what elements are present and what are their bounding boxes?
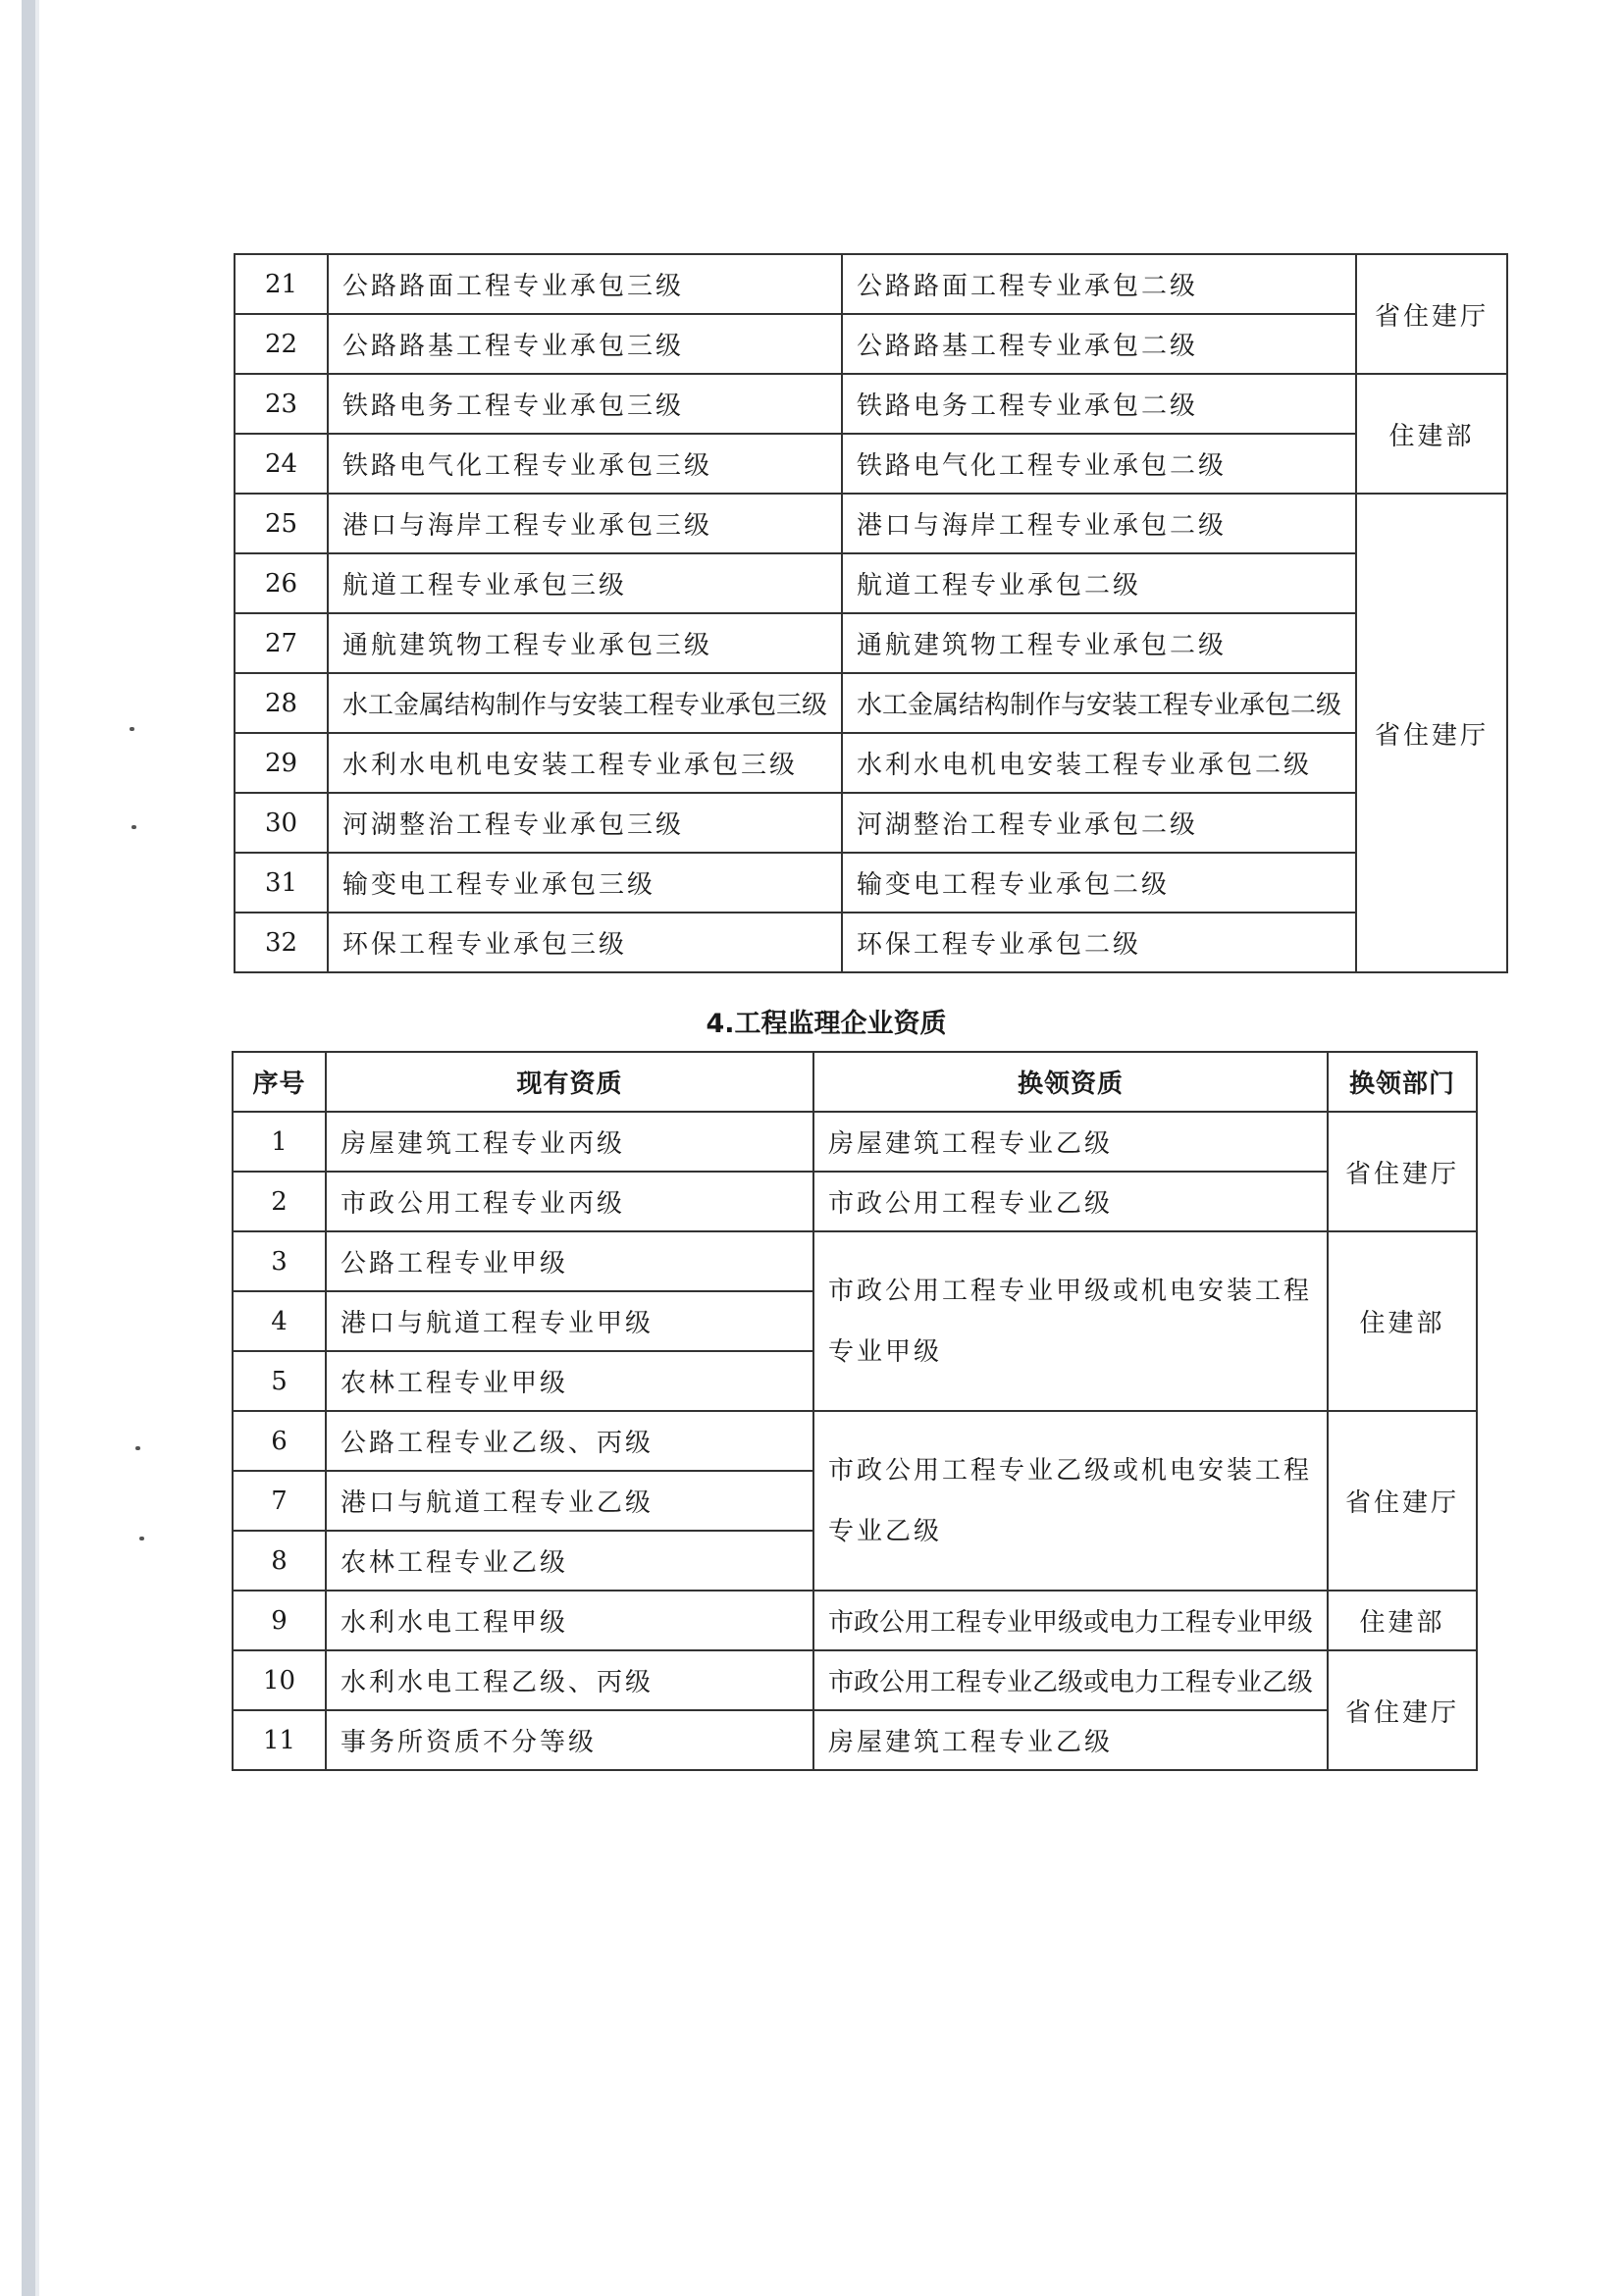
new-qualification: 港口与海岸工程专业承包二级 — [842, 494, 1356, 553]
header-current: 现有资质 — [326, 1052, 813, 1112]
row-number: 9 — [233, 1591, 326, 1650]
new-qualification: 市政公用工程专业乙级或电力工程专业乙级 — [813, 1650, 1328, 1710]
row-number: 2 — [233, 1172, 326, 1231]
header-dept: 换领部门 — [1328, 1052, 1477, 1112]
current-qualification: 输变电工程专业承包三级 — [328, 853, 842, 913]
new-qualification: 市政公用工程专业甲级或电力工程专业甲级 — [813, 1591, 1328, 1650]
table-row — [235, 913, 1507, 972]
table-row — [233, 1710, 1477, 1770]
row-number: 31 — [235, 853, 328, 913]
table-row — [235, 853, 1507, 913]
issuing-department: 省住建厅 — [1328, 1650, 1477, 1770]
qualification-table-continued — [234, 253, 1508, 973]
table-row — [233, 1591, 1477, 1650]
table-row — [235, 314, 1507, 374]
table-row — [235, 673, 1507, 733]
new-qualification: 环保工程专业承包二级 — [842, 913, 1356, 972]
current-qualification: 水工金属结构制作与安装工程专业承包三级 — [328, 673, 842, 733]
current-qualification: 公路路基工程专业承包三级 — [328, 314, 842, 374]
table-row — [235, 494, 1507, 553]
table-row — [235, 553, 1507, 613]
current-qualification: 农林工程专业乙级 — [326, 1531, 813, 1591]
row-number: 28 — [235, 673, 328, 733]
header-new: 换领资质 — [813, 1052, 1328, 1112]
table-header-row — [233, 1052, 1477, 1112]
new-qualification: 公路路基工程专业承包二级 — [842, 314, 1356, 374]
row-number: 3 — [233, 1231, 326, 1291]
table-row — [233, 1650, 1477, 1710]
scan-speck — [131, 825, 136, 829]
table-row — [235, 374, 1507, 434]
new-qualification: 铁路电气化工程专业承包二级 — [842, 434, 1356, 494]
new-qualification: 河湖整治工程专业承包二级 — [842, 793, 1356, 853]
new-qualification: 市政公用工程专业乙级或机电安装工程专业乙级 — [813, 1411, 1328, 1591]
row-number: 29 — [235, 733, 328, 793]
scan-speck — [139, 1537, 144, 1540]
current-qualification: 港口与航道工程专业甲级 — [326, 1291, 813, 1351]
new-qualification: 公路路面工程专业承包二级 — [842, 254, 1356, 314]
new-qualification: 水工金属结构制作与安装工程专业承包二级 — [842, 673, 1356, 733]
current-qualification: 港口与航道工程专业乙级 — [326, 1471, 813, 1531]
new-qualification: 水利水电机电安装工程专业承包二级 — [842, 733, 1356, 793]
header-number: 序号 — [233, 1052, 326, 1112]
scan-speck — [130, 727, 134, 731]
issuing-department: 住建部 — [1328, 1231, 1477, 1411]
new-qualification: 航道工程专业承包二级 — [842, 553, 1356, 613]
current-qualification: 事务所资质不分等级 — [326, 1710, 813, 1770]
new-qualification: 铁路电务工程专业承包二级 — [842, 374, 1356, 434]
table-row — [233, 1112, 1477, 1172]
current-qualification: 水利水电机电安装工程专业承包三级 — [328, 733, 842, 793]
section-title: 4.工程监理企业资质 — [706, 1009, 947, 1039]
issuing-department: 住建部 — [1356, 374, 1507, 494]
table-row — [235, 254, 1507, 314]
row-number: 4 — [233, 1291, 326, 1351]
issuing-department: 省住建厅 — [1356, 254, 1507, 374]
row-number: 11 — [233, 1710, 326, 1770]
current-qualification: 环保工程专业承包三级 — [328, 913, 842, 972]
issuing-department: 住建部 — [1328, 1591, 1477, 1650]
new-qualification: 市政公用工程专业甲级或机电安装工程专业甲级 — [813, 1231, 1328, 1411]
scan-speck — [135, 1446, 140, 1450]
current-qualification: 水利水电工程乙级、丙级 — [326, 1650, 813, 1710]
row-number: 24 — [235, 434, 328, 494]
current-qualification: 铁路电气化工程专业承包三级 — [328, 434, 842, 494]
row-number: 6 — [233, 1411, 326, 1471]
row-number: 21 — [235, 254, 328, 314]
current-qualification: 通航建筑物工程专业承包三级 — [328, 613, 842, 673]
row-number: 5 — [233, 1351, 326, 1411]
issuing-department: 省住建厅 — [1328, 1411, 1477, 1591]
issuing-department: 省住建厅 — [1356, 494, 1507, 972]
current-qualification: 航道工程专业承包三级 — [328, 553, 842, 613]
current-qualification: 水利水电工程甲级 — [326, 1591, 813, 1650]
table-row — [233, 1411, 1477, 1471]
new-qualification: 通航建筑物工程专业承包二级 — [842, 613, 1356, 673]
current-qualification: 港口与海岸工程专业承包三级 — [328, 494, 842, 553]
row-number: 25 — [235, 494, 328, 553]
new-qualification: 房屋建筑工程专业乙级 — [813, 1112, 1328, 1172]
table-row — [235, 733, 1507, 793]
table-row — [235, 613, 1507, 673]
row-number: 32 — [235, 913, 328, 972]
table-row — [233, 1172, 1477, 1231]
row-number: 27 — [235, 613, 328, 673]
current-qualification: 房屋建筑工程专业丙级 — [326, 1112, 813, 1172]
row-number: 23 — [235, 374, 328, 434]
issuing-department: 省住建厅 — [1328, 1112, 1477, 1231]
row-number: 30 — [235, 793, 328, 853]
row-number: 1 — [233, 1112, 326, 1172]
row-number: 7 — [233, 1471, 326, 1531]
row-number: 8 — [233, 1531, 326, 1591]
current-qualification: 河湖整治工程专业承包三级 — [328, 793, 842, 853]
table-row — [233, 1231, 1477, 1291]
table-row — [235, 434, 1507, 494]
row-number: 22 — [235, 314, 328, 374]
supervision-qualification-table — [232, 1051, 1478, 1771]
current-qualification: 公路路面工程专业承包三级 — [328, 254, 842, 314]
row-number: 10 — [233, 1650, 326, 1710]
current-qualification: 公路工程专业甲级 — [326, 1231, 813, 1291]
current-qualification: 市政公用工程专业丙级 — [326, 1172, 813, 1231]
new-qualification: 市政公用工程专业乙级 — [813, 1172, 1328, 1231]
page-edge-shadow — [22, 0, 35, 2296]
new-qualification: 房屋建筑工程专业乙级 — [813, 1710, 1328, 1770]
row-number: 26 — [235, 553, 328, 613]
current-qualification: 公路工程专业乙级、丙级 — [326, 1411, 813, 1471]
page-edge-highlight — [35, 0, 39, 2296]
new-qualification: 输变电工程专业承包二级 — [842, 853, 1356, 913]
current-qualification: 农林工程专业甲级 — [326, 1351, 813, 1411]
table-row — [235, 793, 1507, 853]
current-qualification: 铁路电务工程专业承包三级 — [328, 374, 842, 434]
